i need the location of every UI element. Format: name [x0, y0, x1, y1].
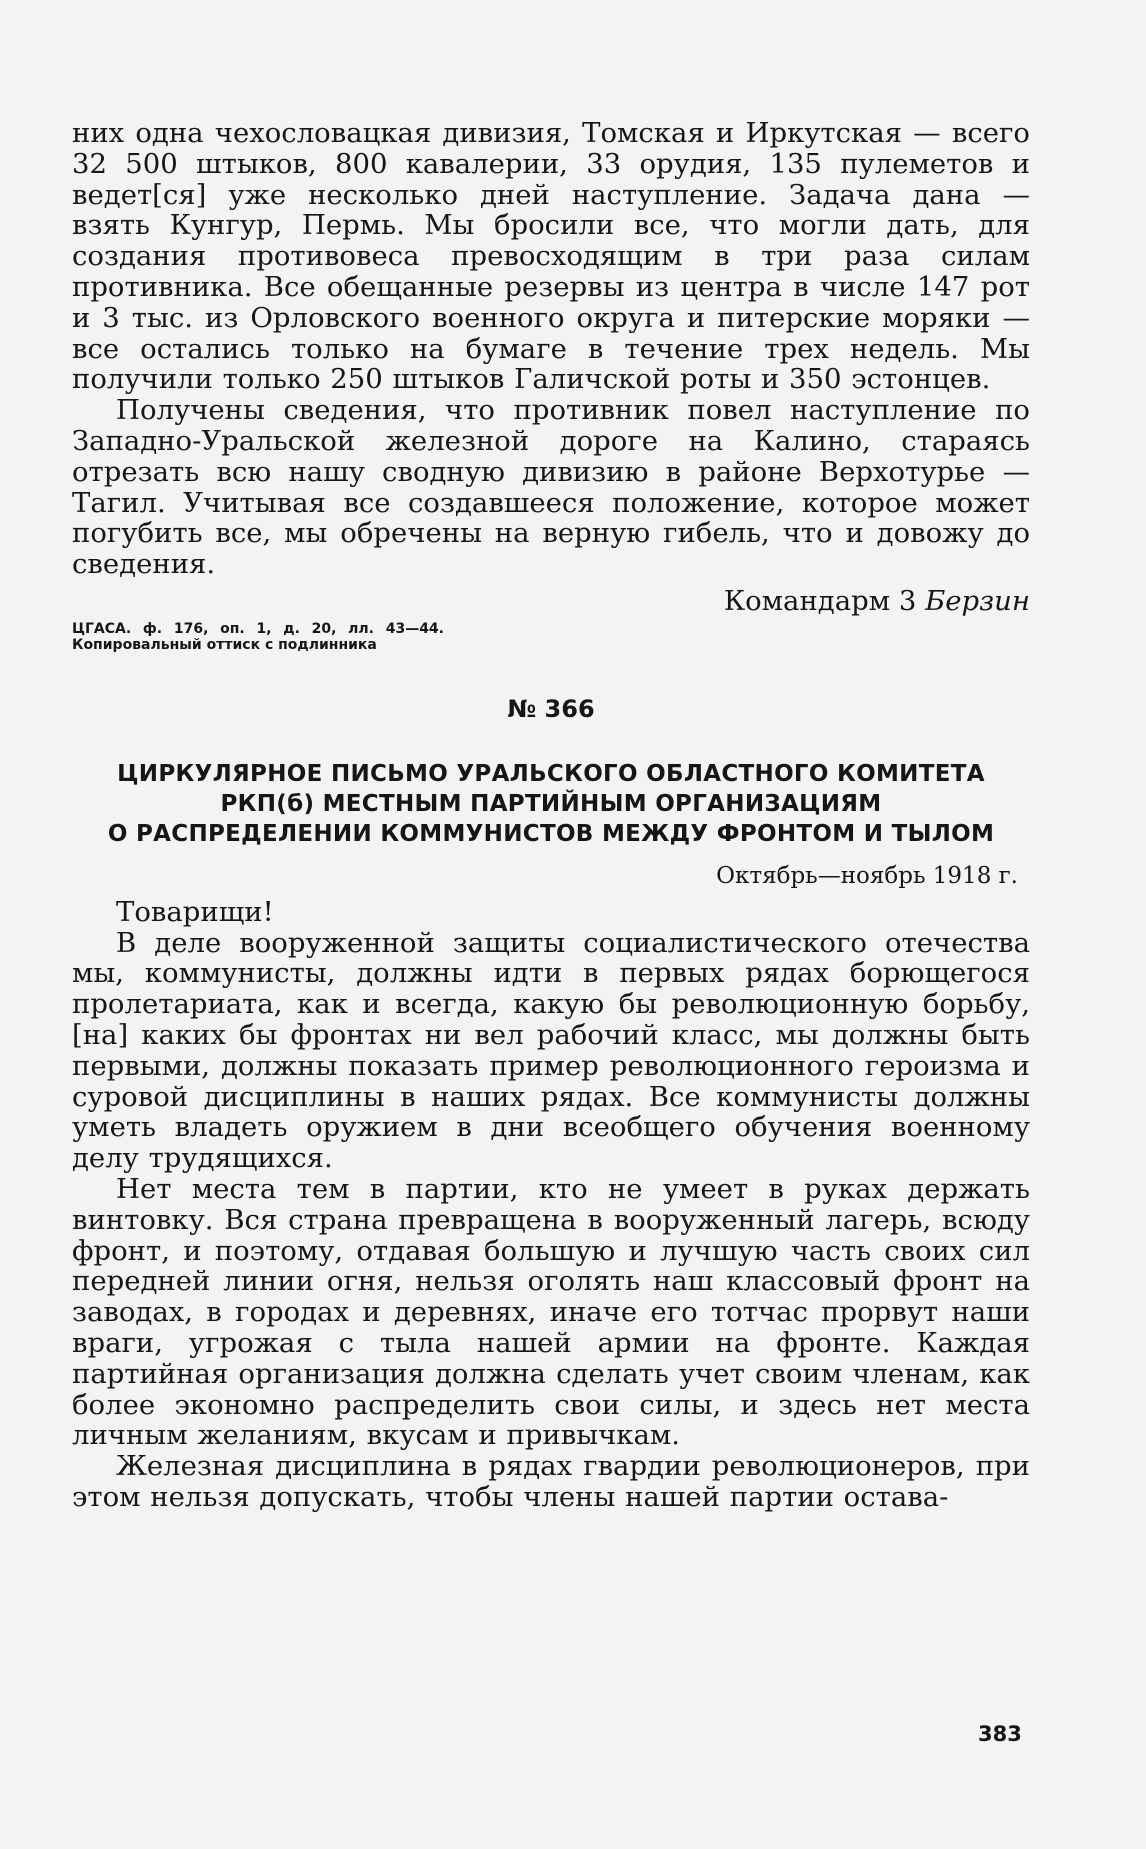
signature-title: Командарм 3 — [723, 584, 917, 617]
paragraph: Нет места тем в партии, кто не умеет в руках держать винтовку. Вся страна превращена в вооруженный лагерь, всюду фронт, и поэтому, отдавая большую и лучшую часть своих сил передней линии огня, нельзя оголять наш классовый фронт на заводах, в городах и деревнях, иначе его тотчас прорвут наши враги, угрожая с тыла нашей армии на фронте. Каждая партийная организация должна сделать учет своим членам, как более экономно распределить свои силы, и здесь нет места личным желаниям, вкусам и привычкам. — [72, 1172, 1030, 1452]
paragraph: В деле вооруженной защиты социалистического отечества мы, коммунисты, должны идти в первых рядах борющегося пролетариата, как и всегда, какую бы революционную борьбу, [на] каких бы фронтах ни вел рабочий класс, мы должны быть первыми, должны показать пример революционного героизма и суровой дисциплины в наших рядах. Все коммунисты должны уметь владеть оружием в дни всеобщего обучения военному делу трудящихся. — [72, 926, 1030, 1175]
greeting: Товарищи! — [116, 895, 274, 928]
paragraph: них одна чехословацкая дивизия, Томская и Иркутская — всего 32 500 штыков, 800 кавалерии, 33 орудия, 135 пулеметов и ведет[ся] уже несколько дней наступление. Задача дана — взять Кунгур, Пермь. Мы бросили все, что могли дать, для создания противовеса превосходящим в три раза силам противника. Все обещанные резервы из центра в числе 147 рот и 3 тыс. из Орловского военного округа и питерские моряки — все остались только на бумаге в течение трех недель. Мы получили только 250 штыков Галичской роты и 350 эстонцев. — [72, 117, 1030, 396]
paragraph: Железная дисциплина в рядах гвардии революционеров, при этом нельзя допускать, чтобы члены нашей партии остава- — [72, 1450, 1030, 1513]
signature — [72, 586, 1030, 617]
page-number: 383 — [978, 1722, 1022, 1746]
document-date: Октябрь—ноябрь 1918 г. — [716, 862, 1018, 889]
page-body — [72, 118, 1030, 1513]
paragraph: Получены сведения, что противник повел наступление по Западно-Уральской железной дороге на Калино, стараясь отрезать всю нашу сводную дивизию в районе Верхотурье — Тагил. Учитывая все создавшееся положение, которое может погубить все, мы обречены на верную гибель, что и довожу до сведения. — [72, 394, 1030, 581]
archive-source-note: ЦГАСА. ф. 176, оп. 1, д. 20, лл. 43—44. Копировальный оттиск с подлинника — [72, 620, 444, 653]
document-title-line: ЦИРКУЛЯРНОЕ ПИСЬМО УРАЛЬСКОГО ОБЛАСТНОГО КОМИТЕТА — [117, 760, 985, 787]
document-title-line: РКП(б) МЕСТНЫМ ПАРТИЙНЫМ ОРГАНИЗАЦИЯМ — [220, 790, 882, 817]
document-title — [72, 759, 1030, 849]
document-title-line: О РАСПРЕДЕЛЕНИИ КОММУНИСТОВ МЕЖДУ ФРОНТОМ И ТЫЛОМ — [107, 820, 995, 847]
signature-name: Берзин — [925, 584, 1030, 617]
document-number: № 366 — [507, 694, 595, 723]
